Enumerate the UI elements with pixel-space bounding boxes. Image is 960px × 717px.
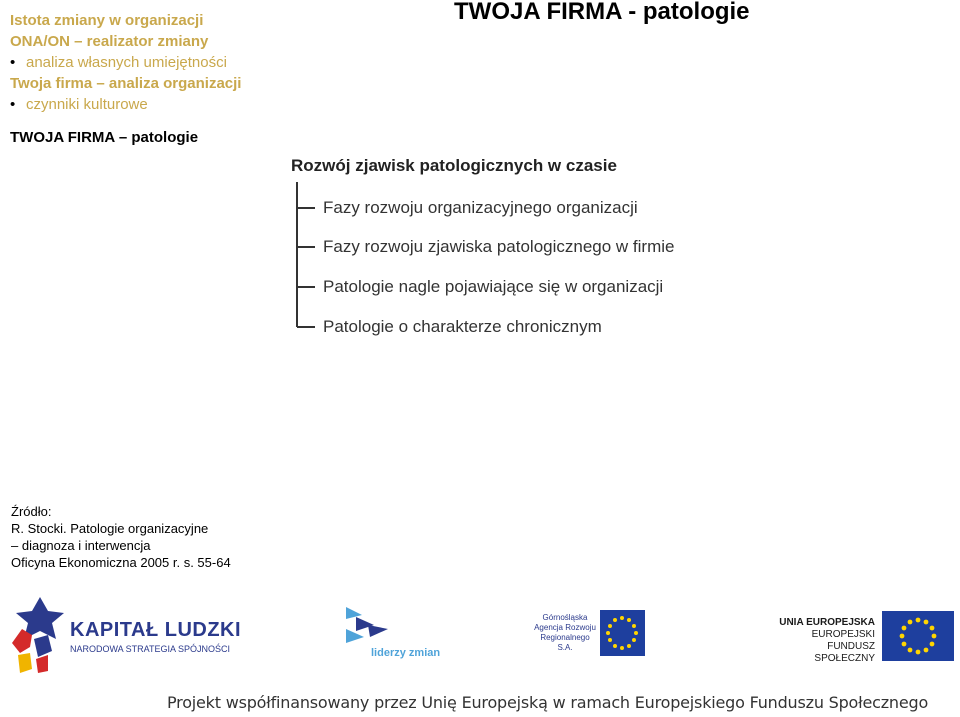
nav-subitem-czynniki-kulturowe[interactable] xyxy=(10,94,270,115)
tree-item-patologie-chroniczne: Patologie o charakterze chronicznym xyxy=(323,317,602,336)
source-line: Oficyna Ekonomiczna 2005 r. s. 55-64 xyxy=(11,555,231,570)
source-label: Źródło: xyxy=(11,504,52,519)
logo-garr xyxy=(532,610,647,660)
liderzy-zmian-arrows-icon xyxy=(340,605,400,647)
logo-ue-line2: EUROPEJSKI xyxy=(811,629,875,640)
eu-flag-icon xyxy=(882,611,954,661)
nav-subitem-analiza-umiejetnosci[interactable] xyxy=(10,52,270,73)
tree-item-fazy-rozwoju-zjawiska: Fazy rozwoju zjawiska patologicznego w firmie xyxy=(323,237,675,256)
tree-branch-1 xyxy=(297,207,315,209)
nav-subitem-label: czynniki kulturowe xyxy=(26,96,148,113)
bullet-icon: • xyxy=(10,96,16,113)
logo-ue-text xyxy=(772,617,875,665)
kapital-ludzki-emblem-icon xyxy=(8,595,66,675)
logo-liderzy-zmian xyxy=(340,605,450,665)
logo-word-liderzy: liderzy xyxy=(371,647,406,659)
logo-ue-line3: FUNDUSZ SPOŁECZNY xyxy=(814,641,875,664)
logo-tagline: NARODOWA STRATEGIA SPÓJNOŚCI xyxy=(70,644,231,654)
page-title: TWOJA FIRMA - patologie xyxy=(454,0,750,25)
source-line: – diagnoza i interwencja xyxy=(11,538,151,553)
nav-item-istota-zmiany[interactable]: Istota zmiany w organizacji xyxy=(10,12,204,29)
nav-item-realizator-zmiany[interactable]: ONA/ON – realizator zmiany xyxy=(10,33,209,50)
section-nav xyxy=(10,10,270,148)
tree-trunk-line xyxy=(296,182,298,327)
tree-item-fazy-rozwoju-organizacyjnego: Fazy rozwoju organizacyjnego organizacji xyxy=(323,198,638,217)
bullet-icon: • xyxy=(10,54,16,71)
nav-item-current-patologie[interactable]: TWOJA FIRMA – patologie xyxy=(10,129,199,146)
tree-title: Rozwój zjawisk patologicznych w czasie xyxy=(291,156,617,175)
logo-name: KAPITAŁ LUDZKI xyxy=(70,619,242,641)
logo-unia-europejska xyxy=(772,608,960,668)
logo-garr-name: Górnośląska Agencja Rozwoju Regionalnego S.A. xyxy=(534,613,596,652)
tree-branch-2 xyxy=(297,246,315,248)
tree-branch-4 xyxy=(297,326,315,328)
logo-ue-line1: UNIA EUROPEJSKA xyxy=(779,617,875,628)
eu-flag-small-icon xyxy=(600,610,645,656)
logo-kapital-ludzki xyxy=(8,595,248,675)
source-note xyxy=(11,503,231,571)
tree-item-patologie-nagle: Patologie nagle pojawiające się w organizacji xyxy=(323,277,664,296)
source-line: R. Stocki. Patologie organizacyjne xyxy=(11,521,209,536)
nav-item-twoja-firma-analiza[interactable]: Twoja firma – analiza organizacji xyxy=(10,75,242,92)
logo-wordmark xyxy=(371,647,440,659)
logo-word-zmian: zmian xyxy=(408,647,441,659)
tree-branch-3 xyxy=(297,286,315,288)
footer-cofinancing-note: Projekt współfinansowany przez Unię Europejską w ramach Europejskiego Funduszu Społecznego xyxy=(167,693,929,712)
nav-subitem-label: analiza własnych umiejętności xyxy=(26,54,227,71)
